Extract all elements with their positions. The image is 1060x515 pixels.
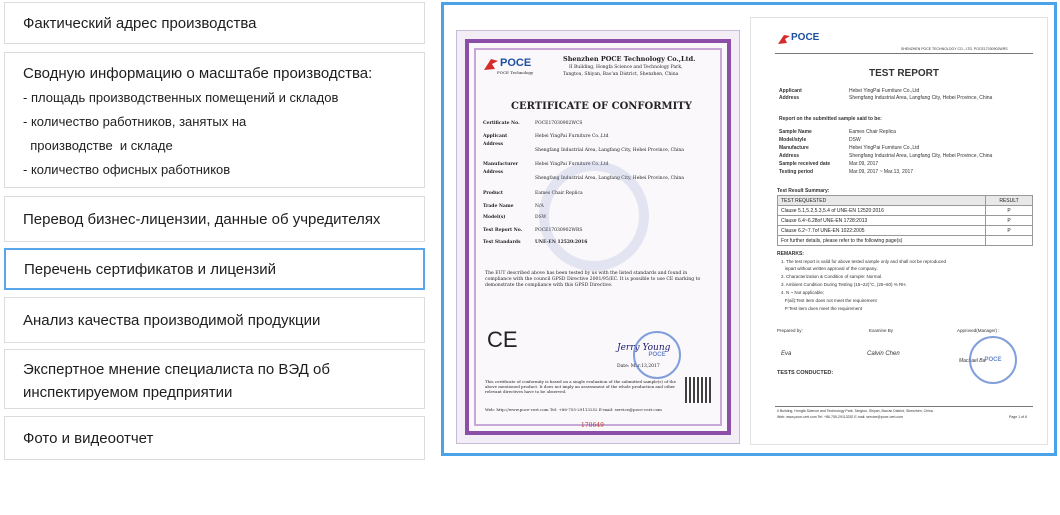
signature: Eva — [781, 351, 792, 357]
sample-heading: Report on the submitted sample said to be: — [779, 116, 882, 122]
certificate-of-conformity: POCE POCE Technology Shenzhen POCE Technology Co.,Ltd. II Building, Hongfa Science and Technology Park, Tangtou, Shiyan, Bao'an District, Shenzhen, China CERTIFICATE OF CONFORMITY Certificate No. POCE17030902WCS Applicant Hebei YingPai Furniture Co.,Ltd Address Shengfang Industrial Area, Langfang City, Hebei Province, China Manufacturer Hebei YingPai Furniture Co.,Ltd Address Shengfang Industrial Area, Langfang City, Hebei Province, China Product Eames Chair Replica Trade Name N/A Model(s) DSW Test Report No. POCE17030902WRS Test Standards UNE-EN 12520:2016 The EUT described above has been tested by us with the listed standards and found in compliance with the council GPSD Directive 2001/95/EC. It is possible to use CE marking to demonstrate the compliance with this GPSD Directive. CE Jerry Young Date: Mar.13,2017 POCE This certificate of conformity is based on a single evaluation of the submitted sample(s) of the above mentioned product. It does not imply an assessment of the whole production and other relevant directives have to be observed. Web: http://www.poce-cert.com Tel: +86-755-29113252 E-mail: service@poce-cert.com 170649 — [456, 30, 740, 444]
menu-item-quality-analysis[interactable] — [4, 297, 425, 343]
document-preview-panel — [441, 2, 1057, 456]
test-result-table — [777, 195, 1033, 246]
menu-subline: - количество работников, занятых на — [23, 114, 247, 129]
table-header: TEST REQUESTED — [778, 196, 986, 206]
table-row: Clause 6.4~6.28of UNE-EN 1728:2013 P — [778, 216, 1033, 226]
certificate-stamp: POCE — [633, 331, 681, 379]
header-rule — [775, 53, 1033, 54]
poce-bird-icon — [483, 57, 499, 71]
menu-item-label: Перевод бизнес-лицензии, данные об учредителях — [23, 210, 381, 228]
menu-item-label: Фактический адрес производства — [23, 14, 257, 32]
menu-item-certificates[interactable] — [4, 248, 425, 290]
report-footer-address: II Building, Hongfa Science and Technology Park, Tangtou, Shiyan, Bao'an District, Shenzhen, China — [777, 409, 933, 413]
menu-item-label: Сводную информацию о масштабе производства: — [23, 65, 373, 82]
report-stamp: POCE — [969, 336, 1017, 384]
report-footer-contacts: Web: www.poce-cert.com Tel: +86-755-29113252 E-mail: service@poce-cert.com — [777, 415, 904, 419]
certificate-serial: 170649 — [581, 422, 604, 429]
poce-logo: POCE POCE Technology — [483, 57, 499, 76]
menu-item-production-scale[interactable] — [4, 52, 425, 188]
examine-by-label: Examine By — [869, 328, 894, 333]
signature: Jerry Young — [617, 343, 671, 353]
menu-item-label: Фото и видеоотчет — [23, 429, 154, 447]
table-header: RESULT — [986, 196, 1033, 206]
table-row: Clause 6.2~7.7of UNE-EN 1022:2005 P — [778, 226, 1033, 236]
issue-date: Date: Mar.13,2017 — [617, 364, 660, 369]
menu-subline: - количество офисных работников — [23, 162, 231, 177]
menu-item-photo-video[interactable] — [4, 416, 425, 460]
menu-item-production-address[interactable] — [4, 2, 425, 44]
menu-item-business-license[interactable] — [4, 196, 425, 242]
qr-code-icon — [685, 377, 711, 403]
ce-mark: CE — [487, 327, 518, 352]
menu-item-expert-opinion[interactable] — [4, 349, 425, 409]
approved-label: Approved(Manager) : — [957, 328, 1000, 333]
certificate-watermark — [539, 161, 649, 271]
page-number: Page 1 of 6 — [1009, 415, 1027, 419]
menu-subline: - площадь производственных помещений и складов — [23, 90, 339, 105]
menu-item-label: Экспертное мнение специалиста по ВЭД об — [23, 361, 330, 378]
poce-logo: POCE — [777, 32, 791, 50]
table-row: Clause 5.1,5.2,5.3,5.4 of UNE-EN 12520:2016 P — [778, 206, 1033, 216]
summary-heading: Test Result Summary: — [777, 188, 830, 194]
issuer-address: II Building, Hongfa Science and Technology Park, — [569, 65, 683, 70]
issuer-address: Tangtou, Shiyan, Bao'an District, Shenzhen, China — [563, 72, 679, 77]
certificate-disclaimer: This certificate of conformity is based on a single evaluation of the submitted sample(s) of the above mentioned product. It does not imply an assessment of the whole production and other relevant directives have to be observed. — [485, 379, 676, 394]
tests-conducted: TESTS CONDUCTED: — [777, 370, 834, 376]
test-report: POCE SHENZHEN POCE TECHNOLOGY CO., LTD. POCE17030902WRS TEST REPORT Applicant Hebei YingPai Furniture Co.,Ltd Address Shengfang Industrial Area, Langfang City, Hebei Province, China Report on the submitted sample said to be: Sample Name Eames Chair Replica Model/style DSW Manufacture Hebei YingPai Furniture Co.,Ltd Address Shengfang Industrial Area, Langfang City, Hebei Province, China Sample received date Mar.09, 2017 Testing period Mar.09, 2017 ~ Mar.13, 2017 Test Result Summary: TEST REQUESTED RESULT Clause 5.1,5.2,5.3,5.4 of UNE-EN 12520:2016 P Clause 6.4~6.28of UNE-EN 1728:2013 P Clause 6.2~7.7of UNE-EN 1022:2005 P For further details, please refer to the following page(s) REMARKS: 1. The test report is valid for above tested sample only and shall not be reproduced inpart without written approval of the company. 2. Characterization & Condition of sample: Normal. 3. Ambient Condition During Testing (15~22)°C, (25~50) % RH. 4. N ~ Not applicable; F(ail):Test item does not meet the requirement P:Test item does meet the requirement Prepared by: Examine By Approved(Manager) : Eva Calvin Chen Machael Ba POCE TESTS CONDUCTED: II Building, Hongfa Science and Technology Park, Tangtou, Shiyan, Bao'an District, Shenzhen, China Web: www.poce-cert.com Tel: +86-755-29113252 E-mail: service@poce-cert.com Page 1 of 6 — [750, 17, 1048, 445]
menu-item-label: инспектируемом предприятии — [23, 384, 233, 401]
certificate-title: CERTIFICATE OF CONFORMITY — [511, 101, 692, 112]
prepared-by-label: Prepared by: — [777, 328, 803, 333]
table-row: For further details, please refer to the following page(s) — [778, 236, 1033, 246]
report-title: TEST REPORT — [869, 68, 940, 79]
conformity-statement: The EUT described above has been tested by us with the listed standards and found in compliance with the council GPSD Directive 2001/95/EC. It is possible to use CE marking to demonstrate the compliance with this GPSD Directive. — [485, 271, 701, 288]
certificate-contacts: Web: http://www.poce-cert.com Tel: +86-755-29113252 E-mail: service@poce-cert.com — [485, 407, 662, 412]
signature: Calvin Chen — [867, 351, 900, 357]
issuer-name: Shenzhen POCE Technology Co.,Ltd. — [563, 55, 696, 63]
menu-item-label: Перечень сертификатов и лицензий — [24, 260, 277, 278]
poce-bird-icon — [777, 33, 791, 45]
report-header: SHENZHEN POCE TECHNOLOGY CO., LTD. POCE17030902WRS — [901, 47, 1008, 51]
remarks-heading: REMARKS: — [777, 251, 804, 257]
signature: Machael Ba — [959, 358, 986, 364]
menu-item-label: Анализ качества производимой продукции — [23, 311, 321, 329]
footer-rule — [775, 406, 1033, 407]
menu-subline: производстве и складе — [23, 138, 173, 153]
